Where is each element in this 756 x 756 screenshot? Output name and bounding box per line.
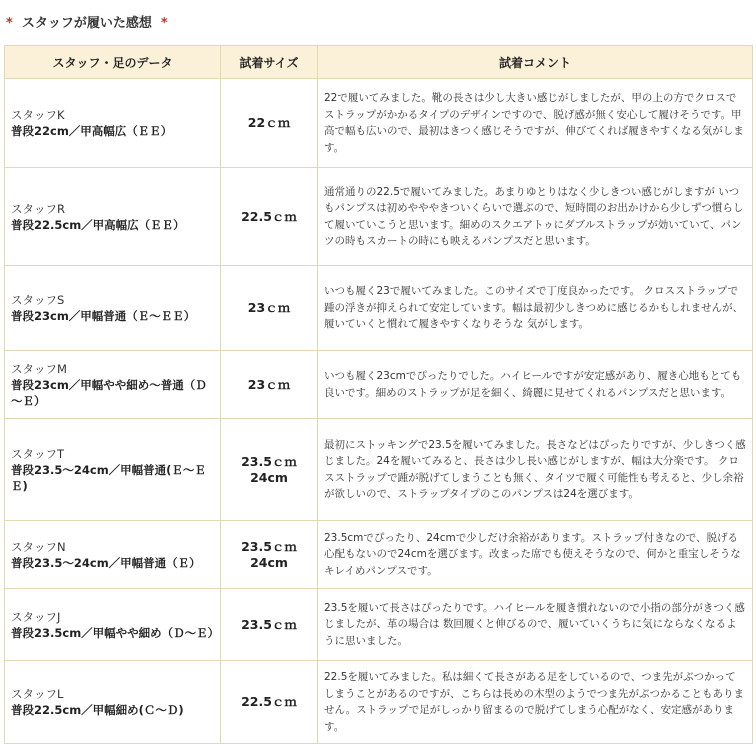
header-staff: スタッフ・足のデータ <box>5 46 221 79</box>
size-value: 23ｃｍ <box>247 376 291 392</box>
staff-name: スタッフK <box>11 108 65 122</box>
table-row <box>5 661 753 744</box>
staff-fitting-table <box>4 45 753 744</box>
table-row <box>5 266 753 351</box>
table-row <box>5 589 753 661</box>
size-value: 23.5ｃｍ <box>241 538 297 554</box>
size-cell <box>221 351 318 419</box>
size-value: 23ｃｍ <box>247 300 291 315</box>
size-cell <box>221 589 318 661</box>
size-cell <box>221 266 318 351</box>
table-row <box>5 351 753 419</box>
staff-name: スタッフM <box>11 361 67 376</box>
size-value: 22.5ｃｍ <box>241 208 297 224</box>
size-value: 22ｃｍ <box>247 115 291 130</box>
staff-foot-data: 普段22cm／甲高幅広（ＥＥ） <box>11 124 173 138</box>
staff-foot-data: 普段23cm／甲幅やや細め～普通（Ｄ～Ｅ） <box>11 377 207 408</box>
size-cell <box>221 661 318 744</box>
staff-cell <box>5 168 221 266</box>
staff-foot-data: 普段22.5cm／甲幅細め(Ｃ～Ｄ) <box>11 703 184 717</box>
size-value: 23.5ｃｍ <box>241 616 297 632</box>
size-cell <box>221 79 318 168</box>
comment-cell: 23.5cmでぴったり、24cmで少しだけ余裕があります。ストラップ付きなので、脱げる心配もないので24cmを選びます。改まった席でも使えそうなので、何かと重宝しそうなキレイめパンプスです。 <box>318 521 753 589</box>
size-value: 24cm <box>250 554 288 570</box>
size-cell <box>221 168 318 266</box>
staff-name: スタッフN <box>11 539 66 554</box>
staff-name: スタッフL <box>11 687 64 701</box>
size-cell <box>221 419 318 521</box>
header-comment: 試着コメント <box>318 46 753 79</box>
table-row <box>5 419 753 521</box>
staff-name: スタッフS <box>11 293 65 307</box>
staff-cell <box>5 521 221 589</box>
heading-star-left: * <box>6 16 13 31</box>
size-value: 22.5ｃｍ <box>241 694 297 709</box>
table-row <box>5 521 753 589</box>
staff-cell <box>5 419 221 521</box>
staff-foot-data: 普段22.5cm／甲高幅広（ＥＥ） <box>11 217 185 232</box>
header-size: 試着サイズ <box>221 46 318 79</box>
staff-cell <box>5 589 221 661</box>
staff-cell <box>5 79 221 168</box>
comment-cell: 22.5を履いてみました。私は細くて長さがある足をしているので、つま先がぶつかってしまうことがあるのですが、こちらは長めの木型のようでつま先がぶつかることもありません。ストラップで足がしっかり留まるので脱げてしまう心配がなく、安定感があります。 <box>318 661 753 744</box>
staff-cell <box>5 266 221 351</box>
staff-name: スタッフT <box>11 446 65 461</box>
staff-foot-data: 普段23.5cm／甲幅やや細め（Ｄ～Ｅ） <box>11 625 220 640</box>
staff-name: スタッフR <box>11 201 65 216</box>
section-heading <box>6 13 168 35</box>
staff-foot-data: 普段23.5～24cm／甲幅普通(Ｅ～ＥＥ) <box>11 462 206 493</box>
size-value: 23.5ｃｍ <box>241 453 297 469</box>
size-value: 24cm <box>250 469 288 485</box>
staff-foot-data: 普段23cm／甲幅普通（Ｅ～ＥＥ） <box>11 309 196 323</box>
staff-cell <box>5 351 221 419</box>
table-row <box>5 168 753 266</box>
table-header-row <box>5 46 753 79</box>
comment-cell: 通常通りの22.5で履いてみました。あまりゆとりはなく少しきつい感じがしますが いつもパンプスは初めやややきついくらいで選ぶので、短時間のお出かけから少しずつ慣らして履いていこうと思います。細めのスクエアトゥにダブルストラップが効いていて、パンツの時もスカートの時にも映えるパンプスだと思います。 <box>318 168 753 266</box>
comment-cell: 最初にストッキングで23.5を履いてみました。長さなどはぴったりですが、少しきつく感じました。24を履いてみると、長さは少し長い感じがしますが、幅は大分楽です。 クロスストラップで踵が脱げてしまうことも無く、タイツで履く可能性も考えると、少し余裕が欲しいので、ストラップタイプのこのパンプスは24を選びます。 <box>318 419 753 521</box>
comment-cell: いつも履く23で履いてみました。このサイズで丁度良かったです。 クロスストラップで踵の浮きが抑えられて安定しています。幅は最初少しきつめに感じるかもしれませんが、履いていくと慣れて履きやすくなりそうな 気がします。 <box>318 266 753 351</box>
table-row <box>5 79 753 168</box>
staff-foot-data: 普段23.5～24cm／甲幅普通（Ｅ） <box>11 555 201 570</box>
heading-star-right: * <box>160 16 168 31</box>
comment-cell: 23.5を履いて長さはぴったりです。ハイヒールを履き慣れないので小指の部分がきつく感じましたが、革の場合は 数回履くと伸びるので、履いていくうちに気にならなくなるように思いました。 <box>318 589 753 661</box>
heading-title: スタッフが履いた感想 <box>21 16 152 31</box>
staff-name: スタッフJ <box>11 609 61 624</box>
size-cell <box>221 521 318 589</box>
comment-cell: いつも履く23cmでぴったりでした。ハイヒールですが安定感があり、履き心地もとても良いです。細めのストラップが足を細く、綺麗に見せてくれるパンプスだと思います。 <box>318 351 753 419</box>
staff-cell <box>5 661 221 744</box>
comment-cell: 22で履いてみました。靴の長さは少し大きい感じがしましたが、甲の上の方でクロスでストラップがかかるタイプのデザインですので、脱げ感が無く安心して履けそうです。甲高で幅も広いので、最初はきつく感じそうですが、伸びてくれば履きやすくなる気がします。 <box>318 79 753 168</box>
